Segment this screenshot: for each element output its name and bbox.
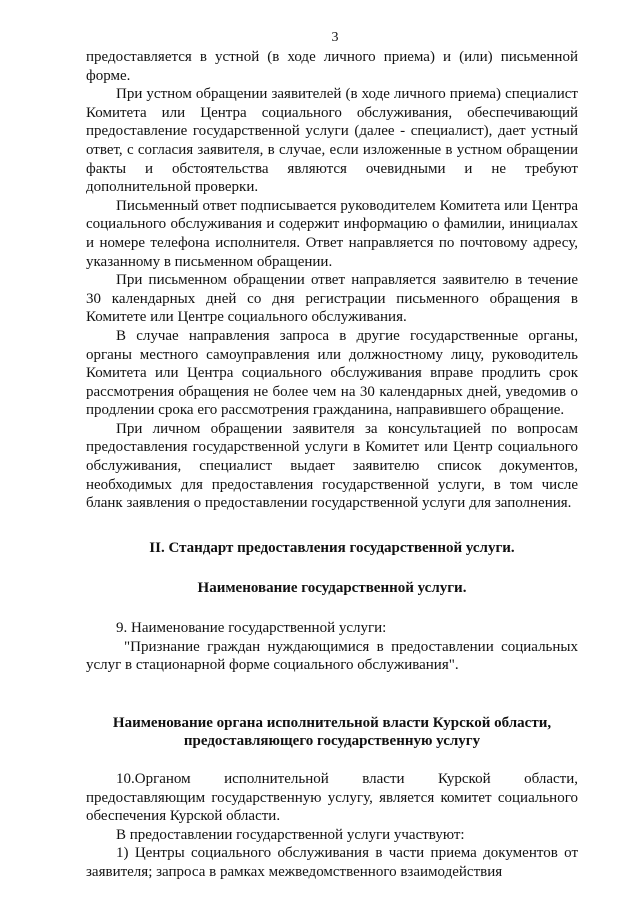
item-9-quote: "Признание граждан нуждающимися в предоставлении социальных услуг в стационарной форме социального обслуживания". bbox=[86, 638, 578, 674]
section-heading: II. Стандарт предоставления государственной услуги. bbox=[149, 539, 515, 556]
subheading-organ bbox=[86, 714, 578, 751]
paragraph-personal-consultation: При личном обращении заявителя за консультацией по вопросам предоставления государственной услуги в Комитет или Центр социального обслуживания, специалист выдает заявителю список документов, необходимых для предоставления государственной услуги, в том числе бланк заявления о предоставлении государственной услуги для заполнения. bbox=[86, 420, 578, 512]
paragraph-continuation: предоставляется в устной (в ходе личного приема) и (или) письменной форме. bbox=[86, 49, 578, 84]
subheading-service-name: Наименование государственной услуги. bbox=[197, 580, 467, 597]
paragraph-centers: 1) Центры социального обслуживания в части приема документов от заявителя; запроса в рамках межведомственного взаимодействия bbox=[86, 845, 578, 880]
subheading-organ-line1: Наименование органа исполнительной власти Курской области, bbox=[112, 714, 552, 731]
item-10: 10.Органом исполнительной власти Курской области, предоставляющим государственную услугу, является комитет социального обеспечения Курской области. bbox=[86, 771, 578, 825]
paragraph-written-appeal-term: При письменном обращении ответ направляется заявителю в течение 30 календарных дней со дня регистрации письменного обращения в Комитете или Центре социального обслуживания. bbox=[86, 272, 578, 326]
document-page bbox=[86, 30, 578, 882]
paragraph-participants: В предоставлении государственной услуги участвуют: bbox=[116, 826, 465, 843]
paragraph-request-extension: В случае направления запроса в другие государственные органы, органы местного самоуправления или должностному лицу, руководитель Комитета или Центра социального обслуживания вправе продлить срок рассмотрения обращения не более чем на 30 календарных дней, уведомив о продлении срока его рассмотрения гражданина, направившего обращение. bbox=[86, 327, 578, 419]
paragraph-written-answer: Письменный ответ подписывается руководителем Комитета или Центра социального обслуживания и содержит информацию о фамилии, инициалах и номере телефона исполнителя. Ответ направляется по почтовому адресу, указанному в письменном обращении. bbox=[86, 197, 578, 270]
item-9: 9. Наименование государственной услуги: bbox=[116, 620, 387, 637]
page-number: 3 bbox=[331, 30, 339, 45]
subheading-organ-line2: предоставляющего государственную услугу bbox=[183, 733, 481, 750]
paragraph-oral-appeal: При устном обращении заявителей (в ходе личного приема) специалист Комитета или Центра социального обслуживания, обеспечивающий предоставление государственной услуги (далее - специалист), дает устный ответ, с согласия заявителя, в случае, если изложенные в устном обращении факты и обстоятельства являются очевидными и не требуют дополнительной проверки. bbox=[86, 86, 578, 196]
